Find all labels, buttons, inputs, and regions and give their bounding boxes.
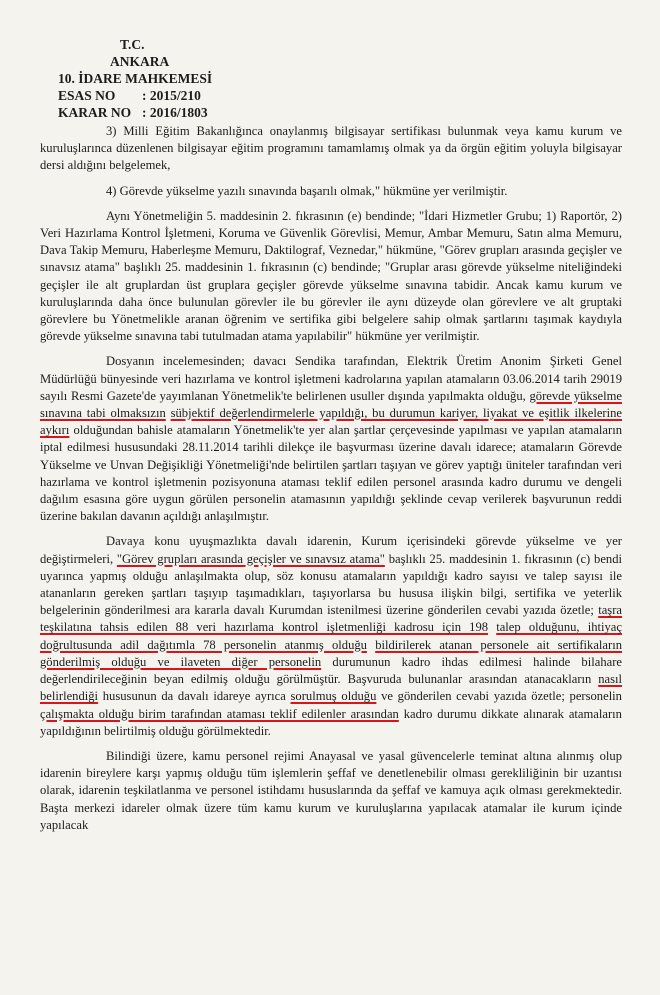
p5-line: atamaların yapıldığı kadro sayısı ve talep sayısı ile atananların gereken şartları taşıyıp [40, 568, 622, 601]
p3-line: tabi tutulmadan atama yapılabilir" hükmüne yer verilmiştir. [180, 329, 480, 344]
p5-line: özetle; [560, 603, 599, 618]
p4-line: üzerine davalı idarece; atamaların Görevde Yükselme ve Unvan Değişikliği Yönetmeliği'nde [40, 440, 622, 472]
karar-label: KARAR NO [58, 105, 132, 120]
paragraph-6 [40, 748, 622, 834]
header-court: 10. İDARE MAHKEMESİ [58, 71, 213, 86]
document-header [58, 36, 212, 121]
underlined-demand-phrase: talep olduğunu, ihtiyaç doğrultusunda adil dağıtımla 78 personelin atanmış olduğu [40, 620, 622, 652]
underlined-cadre-phrase: taşra teşkilatına tahsis edilen 88 veri hazırlama kontrol işletmenliği kadrosu için 198 [40, 603, 622, 635]
p2-line: 4) Görevde yükselme yazılı sınavında başarılı olmak," hükmüne yer verilmiştir. [106, 183, 508, 198]
p5-line: ve yer değiştirmeleri, [40, 534, 623, 566]
p5-line: maddesinin 1. fıkrasının (c) bendi uyarınca yapmış olduğu anlaşılmakta olup, söz konusu [40, 551, 622, 583]
p4-line: olduğundan bahisle atamaların Yönetmelik'te yer alan şartlar çerçevesinde yapılması ve [73, 423, 524, 438]
underlined-unit-proposal-phrase: çalışmakta olduğu birim tarafından ataması teklif edilenler arasından [40, 706, 399, 721]
underlined-subjective-phrase: sübjektif değerlendirmelerle yapıldığı, bu durumun kariyer, liyakat ve eşitlik ilkelerine aykırı [40, 406, 622, 438]
p3-line: Grubu; 1) Raportör, 2) Veri Hazırlama Kontrol İşletmeni, Koruma ve Güvenlik Görevlisi, [40, 208, 622, 241]
p3-line: başlıklı 25. maddesinin 1. fıkrasının (c) bendinde; "Gruplar arası görevde yükselme [124, 260, 555, 275]
p5-line: davalı idareye ayrıca [177, 689, 291, 704]
p4-line: başvurunun reddi üzerine bakılan davanın açıldığı anlaşılmıştır. [40, 492, 623, 524]
p3-line: Daktilograf, Veznedar," hükmüne, "Görev grupları arasında geçişler ve sınavsız atama" [40, 243, 623, 275]
p6-line: alınmış olup idarenin bireylere karşı yapmış olduğu tüm işlemlerin şeffaf ve denetlenebilir [40, 748, 622, 781]
p6-line: üzere tüm kamu kurum ve kuruluşlarına yapılacak atamalar ile kurum içinde yapılacak [40, 800, 622, 832]
p4-line: Dosyanın incelemesinden; davacı Sendika tarafından, Elektrik Üretim Anonim [106, 354, 542, 369]
paragraph-1 [40, 123, 622, 175]
p5-line: görülmüştür. Başvuruda bulunanlar arasından atanacakların [276, 672, 599, 687]
p5-line: alınarak atamaların yapıldığının belirtilmiş olduğu görülmektedir. [40, 706, 622, 738]
paragraph-4 [40, 353, 622, 525]
p1-line: kurum ve kuruluşlarınca düzenlenen bilgisayar eğitim programını tamamlamış olmak ya da [40, 124, 623, 156]
esas-label: ESAS NO [58, 88, 116, 103]
p5-line: gönderilmesi ara kararla davalı Kurumdan istenilmesi üzerine gönderilen cevabi yazıda [104, 603, 556, 618]
underlined-article-title: "Görev grupları arasında geçişler ve sınavsız atama" [116, 551, 385, 566]
p1-line: örgün eğitim yoluyla bilgisayar dersi aldığını belgelemek, [40, 141, 622, 173]
paragraph-5 [40, 533, 622, 739]
p4-line: dağılım esasına göre uygun görülen personelin atamasının yapıldığı şeklinde cevap verilerek [40, 492, 527, 507]
p1-line: 3) Milli Eğitim Bakanlığınca onaylanmış bilgisayar sertifikası bulunmak veya kamu [106, 124, 564, 138]
underlined-certificate-phrase: bildirilerek atanan personele ait sertifikaların gönderilmiş olduğu ve ilaveten diğer personelin [40, 637, 623, 669]
p5-line: ve gönderilen cevabi yazıda özetle; personelin [381, 689, 622, 704]
header-city: ANKARA [110, 54, 170, 69]
p5-line: Davaya konu uyuşmazlıkta davalı idarenin, Kurum içerisindeki görevde yükselme [106, 534, 575, 549]
p4-line: belirlenen usuller dışında yapılmakta olduğu, [296, 388, 530, 403]
p3-line: Aynı Yönetmeliğin 5. maddesinin 2. fıkrasının (e) bendinde; "İdari Hizmetler [106, 208, 503, 223]
p5-line: hususunun da [102, 689, 174, 704]
p6-line: hususlarında da şeffaf ve kamuya açık olması gerekmektedir. Başta merkezi idareler olmak [40, 783, 622, 815]
p4-line: yapılan atamaların iptal edilmesi hususundaki 28.11.2014 tarihli dilekçe ile başvurması [40, 423, 623, 455]
underlined-how-determined: nasıl belirlendiği [40, 672, 622, 704]
underlined-asked-phrase: sorulmuş olduğu [290, 689, 377, 704]
p3-line: sertifika gibi belgelere sahip olmak şartlarını taşımak kaydıyla görevde yükselme sınavına [40, 312, 622, 344]
p6-line: olması gerekliliğinin bir uzantısı olarak, idarenin teşkilatlanma ve personel istihdamı [40, 766, 623, 798]
p3-line: ile aynı düzeyde olan görevlere ve alt gruptaki görevlere bu Yönetmelikle aranan öğrenim ve [40, 294, 622, 327]
p4-line: Şirketi Genel Müdürlüğü bünyesinde veri hazırlama ve kontrol işletmeni kadrolarına yapılan [40, 354, 622, 386]
p5-line: durumunun kadro ihdas edilmesi halinde bilahare değerlendirileceğinin beyan edilmiş olduğu [40, 654, 622, 687]
p4-line: atamaların 03.06.2014 tarih 29019 sayılı Resmi Gazete'de yayımlanan Yönetmelik'te [40, 371, 622, 403]
p3-line: niteliğindeki geçişler ile alt gruplardan üst gruplara geçişler görevde yükselme sınavına [40, 260, 622, 292]
esas-row [58, 87, 212, 104]
esas-value: : 2015/210 [142, 88, 201, 103]
underlined-exam-phrase: görevde yükselme sınavına tabi olmaksızın [40, 388, 622, 421]
p5-line: kadro durumu dikkate [403, 706, 519, 721]
p3-line: Memur, Ambar Memuru, Satın alma Memuru, Dava Takip Memuru, Haberleşme Memuru, [40, 226, 622, 258]
p4-line: belirtilen şartları taşıyan ve görev yaptığı üniteler tarafından veri hazırlama ve kontrol [40, 457, 622, 489]
paragraph-2 [40, 183, 622, 200]
p6-line: Bilindiği üzere, kamu personel rejimi Anayasal ve yasal güvencelerle teminat altına [106, 748, 552, 763]
header-tc: T.C. [120, 37, 145, 52]
p5-line: taşımadıkları, taşıyorlarsa bu hususa ilişkin bilgi, sertifika ve yeterlik belgelerinin [40, 586, 622, 618]
p3-line: tabidir. Ancak kamu kurum ve kuruluşlarında daha önce bulunulan görevler ile bu görevler [40, 277, 622, 309]
karar-value: : 2016/1803 [142, 105, 208, 120]
p5-line: başlıklı 25. [388, 551, 446, 566]
karar-row [58, 104, 212, 121]
document-body [40, 123, 622, 834]
p4-line: işletmenin pozisyonuna ataması teklif edilen personel arasında kadro durumu ve dengeli [154, 474, 622, 489]
paragraph-3 [40, 208, 622, 346]
